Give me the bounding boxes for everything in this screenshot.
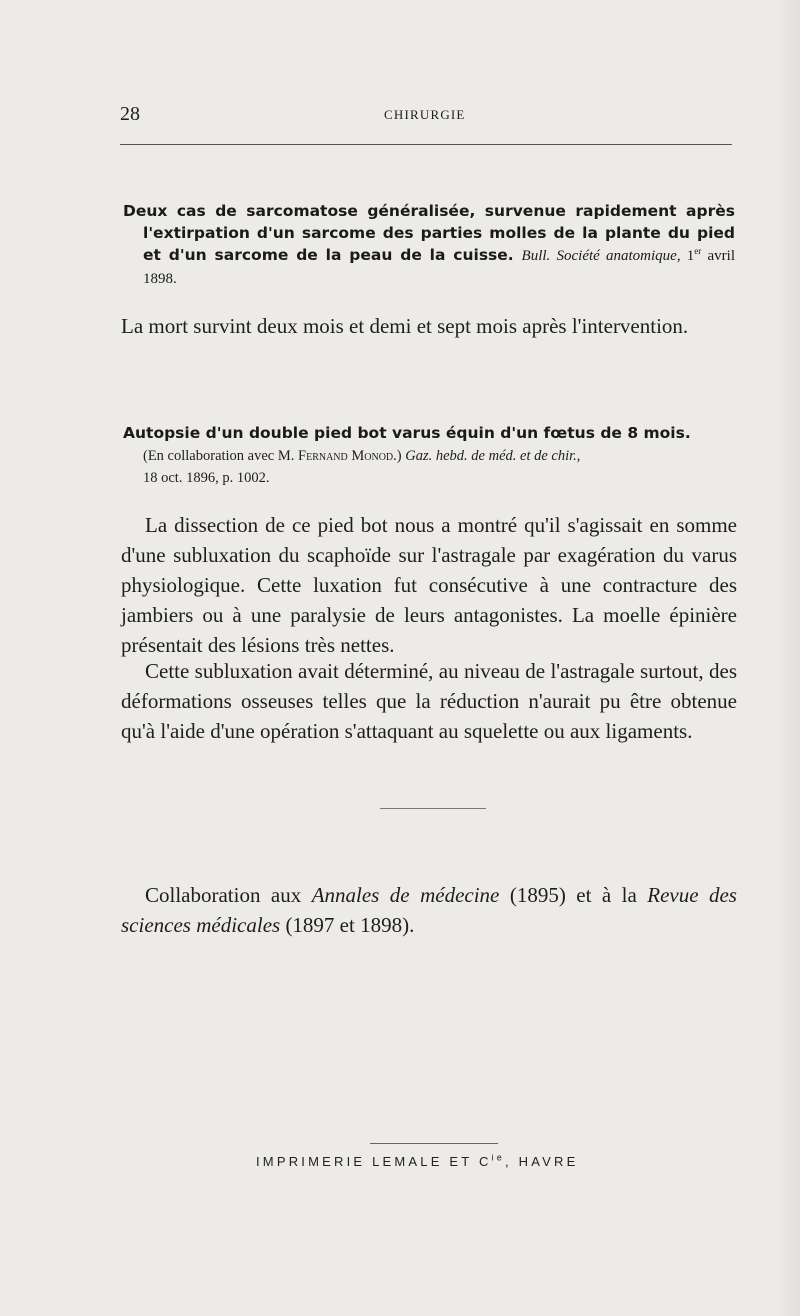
printer-imprint — [256, 1154, 578, 1169]
entry-2-collab-prefix: (En collaboration avec M. — [143, 448, 299, 464]
entry-1-date-rest: avril 1898. — [143, 248, 735, 287]
collab-journal-1: Annales de médecine — [311, 883, 500, 907]
paragraph-1: La mort survint deux mois et demi et sept mois après l'intervention. — [121, 314, 689, 338]
entry-2-date: 18 oct. 1896, p. 1002. — [143, 470, 270, 486]
collab-middle: (1895) et à la — [499, 883, 648, 907]
entry-2-title — [123, 422, 743, 444]
entry-2-journal: Gaz. hebd. de méd. et de chir., — [405, 448, 581, 464]
entry-1-date-sup: er — [694, 246, 702, 256]
running-head: CHIRURGIE — [384, 107, 466, 122]
collab-suffix: (1897 et 1898). — [280, 913, 415, 937]
footer-rule — [370, 1143, 498, 1144]
entry-2-collab-name: Fernand Monod — [298, 448, 394, 464]
entry-2-meta — [143, 445, 737, 489]
entry-1 — [123, 200, 735, 290]
collab-prefix: Collaboration aux — [145, 883, 312, 907]
entry-2-collab-suffix: .) — [393, 448, 402, 464]
imprint-sup: ie — [491, 1152, 505, 1163]
paragraph-2: La dissection de ce pied bot nous a montré qu'il s'agissait en somme d'une subluxation du scaphoïde sur l'astragale par exagération du varus physiologique. Cette luxation fut consécutive à une contracture des jambiers ou à une paralysie de leurs antagonistes. La moelle épinière présentait des lésions très nettes. — [121, 513, 737, 657]
imprint-prefix: IMPRIMERIE LEMALE ET C — [256, 1154, 492, 1169]
imprint-suffix: , HAVRE — [505, 1154, 579, 1169]
entry-2-title-text: Autopsie d'un double pied bot varus équin d'un fœtus de 8 mois. — [123, 424, 691, 442]
collab-journal-2: Revue des sciences médicales — [121, 883, 737, 937]
header-rule — [120, 144, 732, 145]
paragraph-3: Cette subluxation avait déterminé, au niveau de l'astragale surtout, des déformations osseuses telles que la réduction n'aurait pu être obtenue qu'à l'aide d'une opération s'attaquant au squelette ou aux ligaments. — [121, 659, 737, 743]
page-number: 28 — [120, 103, 140, 125]
page-edge-shadow — [776, 0, 800, 1316]
section-separator — [380, 808, 486, 809]
entry-1-date-prefix: 1 — [686, 248, 695, 264]
entry-1-journal: Bull. Société anatomique, — [521, 248, 681, 264]
collaboration-note — [121, 880, 737, 940]
entry-1-title: Deux cas de sarcomatose généralisée, survenue rapidement après l'extirpation d'un sarcome des parties molles de la plante du pied et d'un sarcome de la peau de la cuisse. — [123, 202, 735, 264]
